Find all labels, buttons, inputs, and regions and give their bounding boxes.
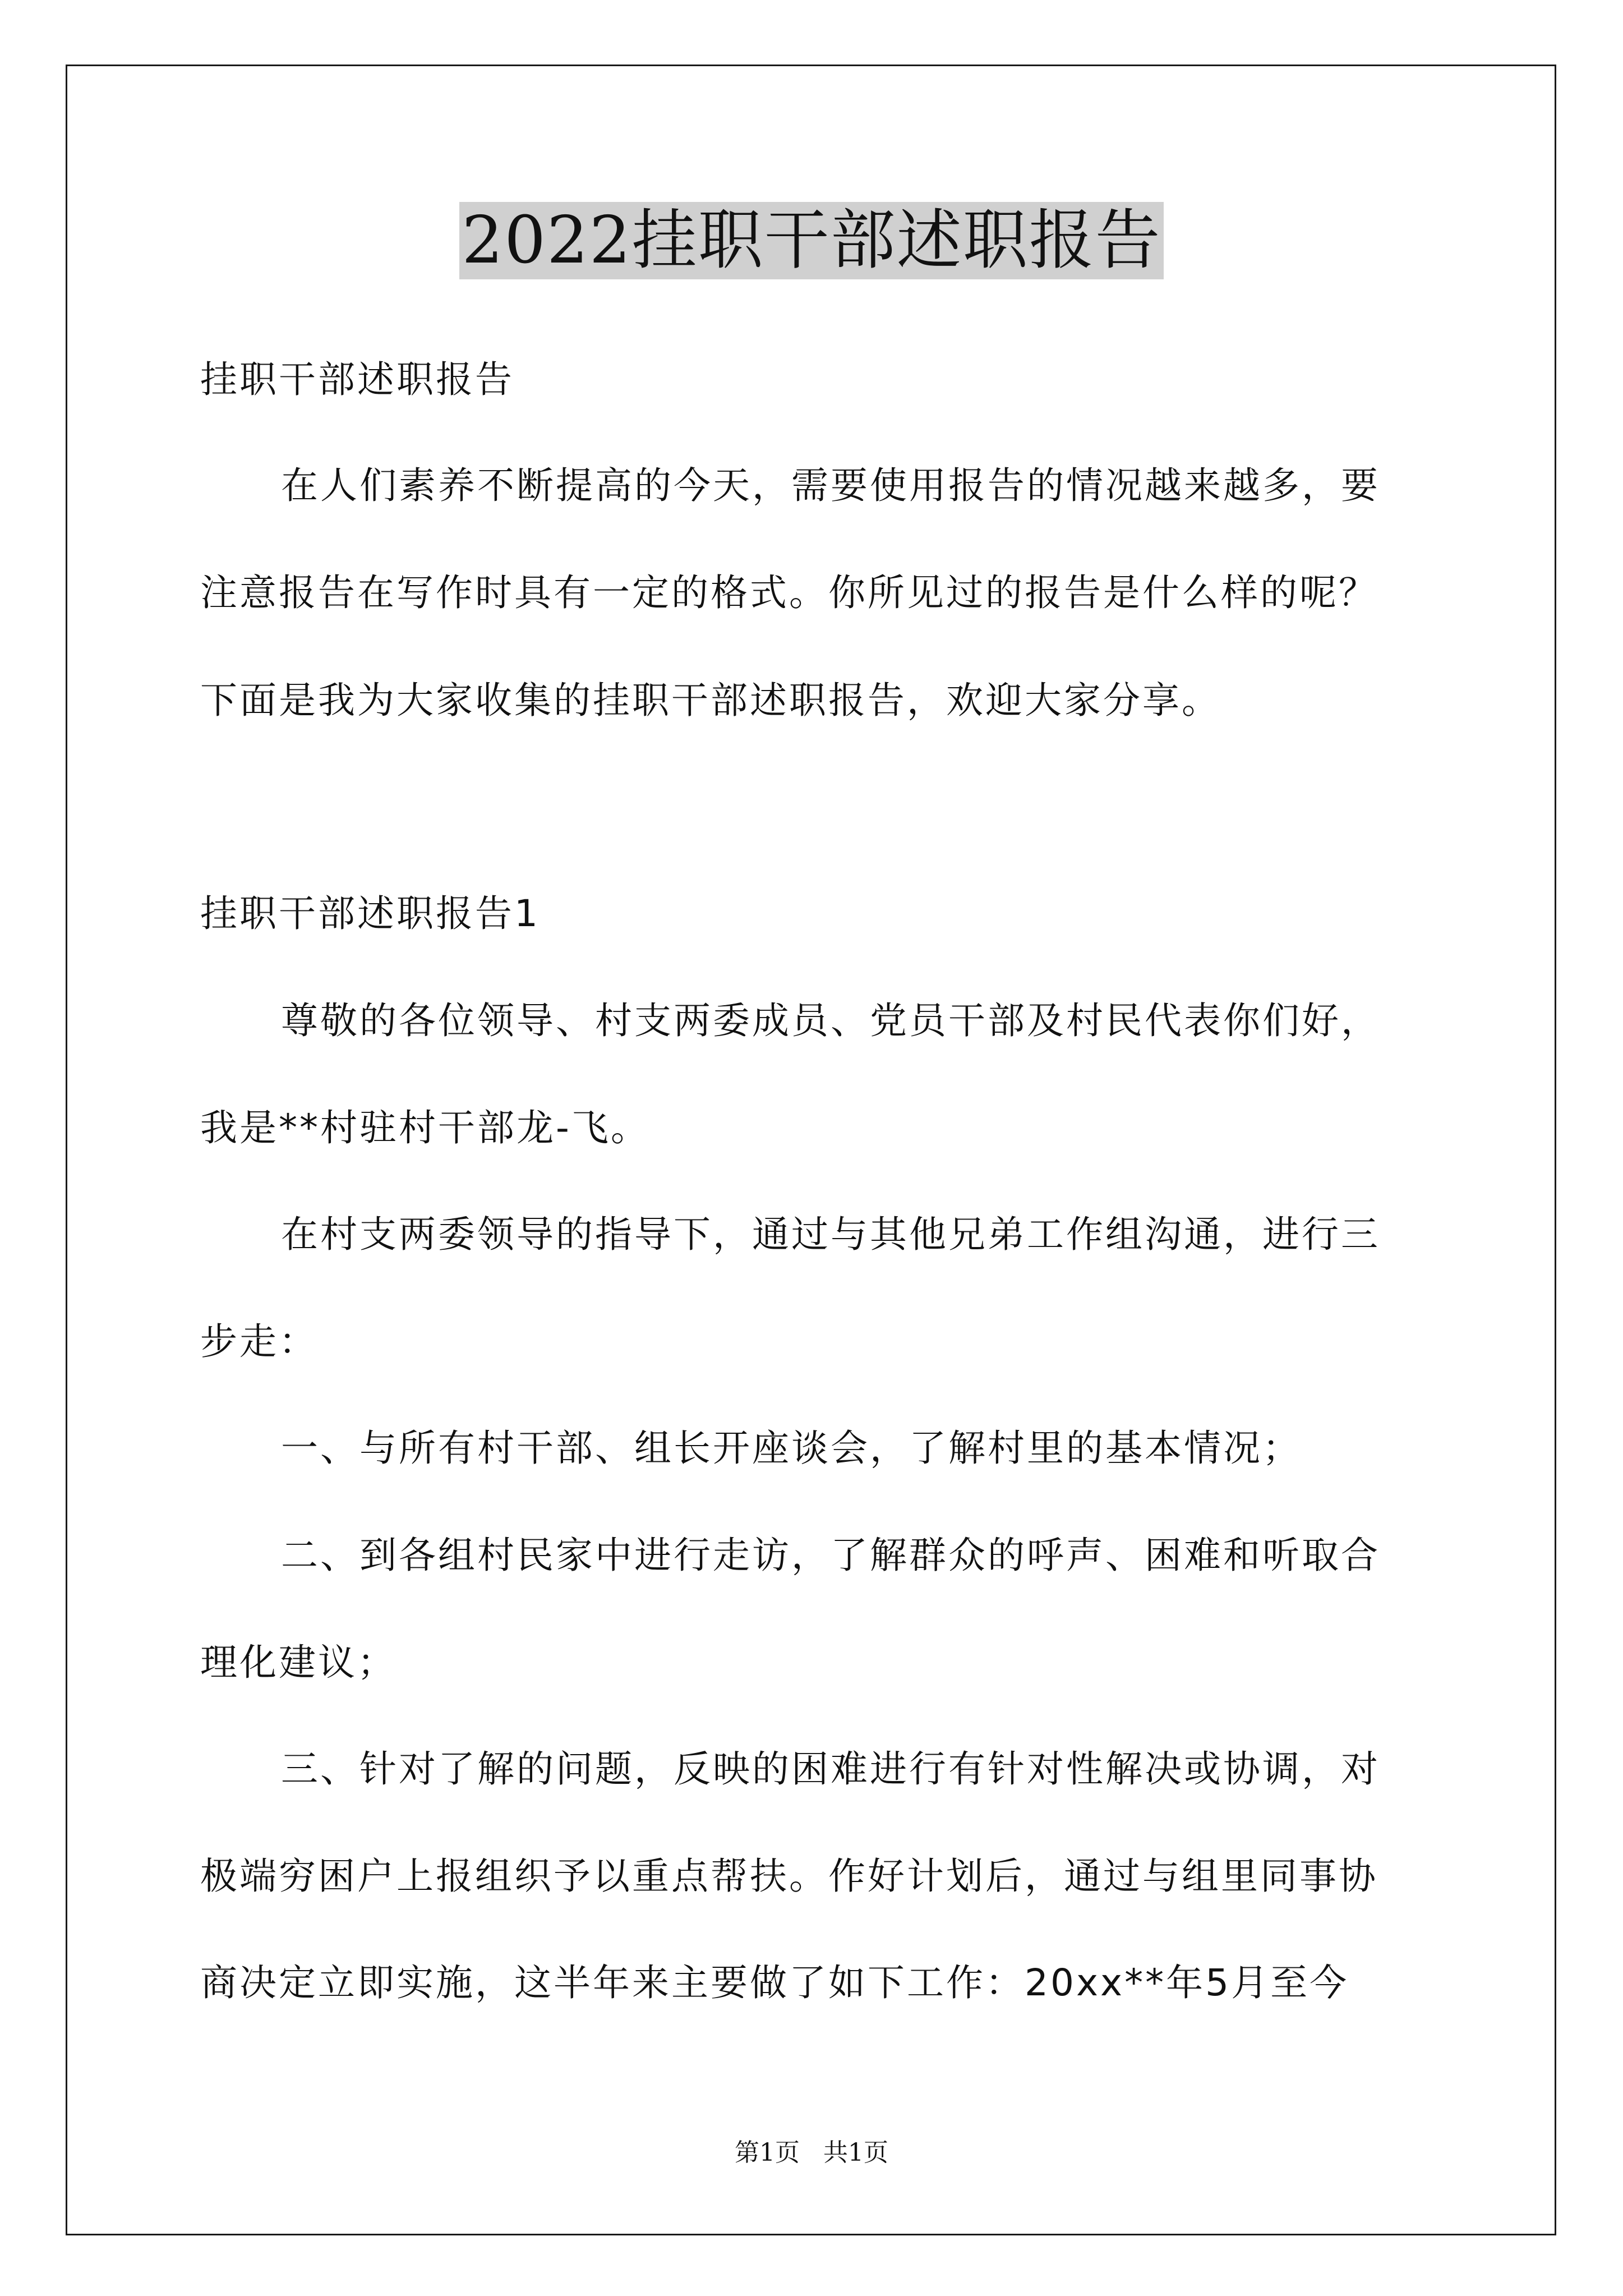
paragraph-line: 注意报告在写作时具有一定的格式。你所见过的报告是什么样的呢？ <box>200 571 1378 614</box>
paragraph-line: 在村支两委领导的指导下，通过与其他兄弟工作组沟通，进行三 <box>281 1213 1380 1256</box>
subtitle-line: 挂职干部述职报告 <box>200 358 514 401</box>
section-heading: 挂职干部述职报告1 <box>200 892 540 935</box>
paragraph-line: 三、针对了解的问题，反映的困难进行有针对性解决或协调，对 <box>281 1747 1380 1791</box>
paragraph-line: 理化建议； <box>200 1641 396 1684</box>
paragraph-line: 步走： <box>200 1320 318 1363</box>
paragraph-line: 二、到各组村民家中进行走访，了解群众的呼声、困难和听取合 <box>281 1534 1380 1577</box>
paragraph-line: 尊敬的各位领导、村支两委成员、党员干部及村民代表你们好， <box>281 999 1380 1042</box>
document-title: 2022挂职干部述职报告 <box>459 202 1163 279</box>
paragraph-line: 商决定立即实施，这半年来主要做了如下工作：20xx**年5月至今 <box>200 1961 1349 2004</box>
page-footer: 第1页 共1页 <box>735 2138 888 2167</box>
paragraph-line: 极端穷困户上报组织予以重点帮扶。作好计划后，通过与组里同事协 <box>200 1855 1378 1898</box>
paragraph-line: 下面是我为大家收集的挂职干部述职报告，欢迎大家分享。 <box>200 679 1221 722</box>
paragraph-line: 一、与所有村干部、组长开座谈会，了解村里的基本情况； <box>281 1427 1302 1470</box>
paragraph-line: 在人们素养不断提高的今天，需要使用报告的情况越来越多，要 <box>281 464 1380 507</box>
paragraph-line: 我是**村驻村干部龙-飞。 <box>200 1106 650 1149</box>
title-container <box>0 202 1623 279</box>
